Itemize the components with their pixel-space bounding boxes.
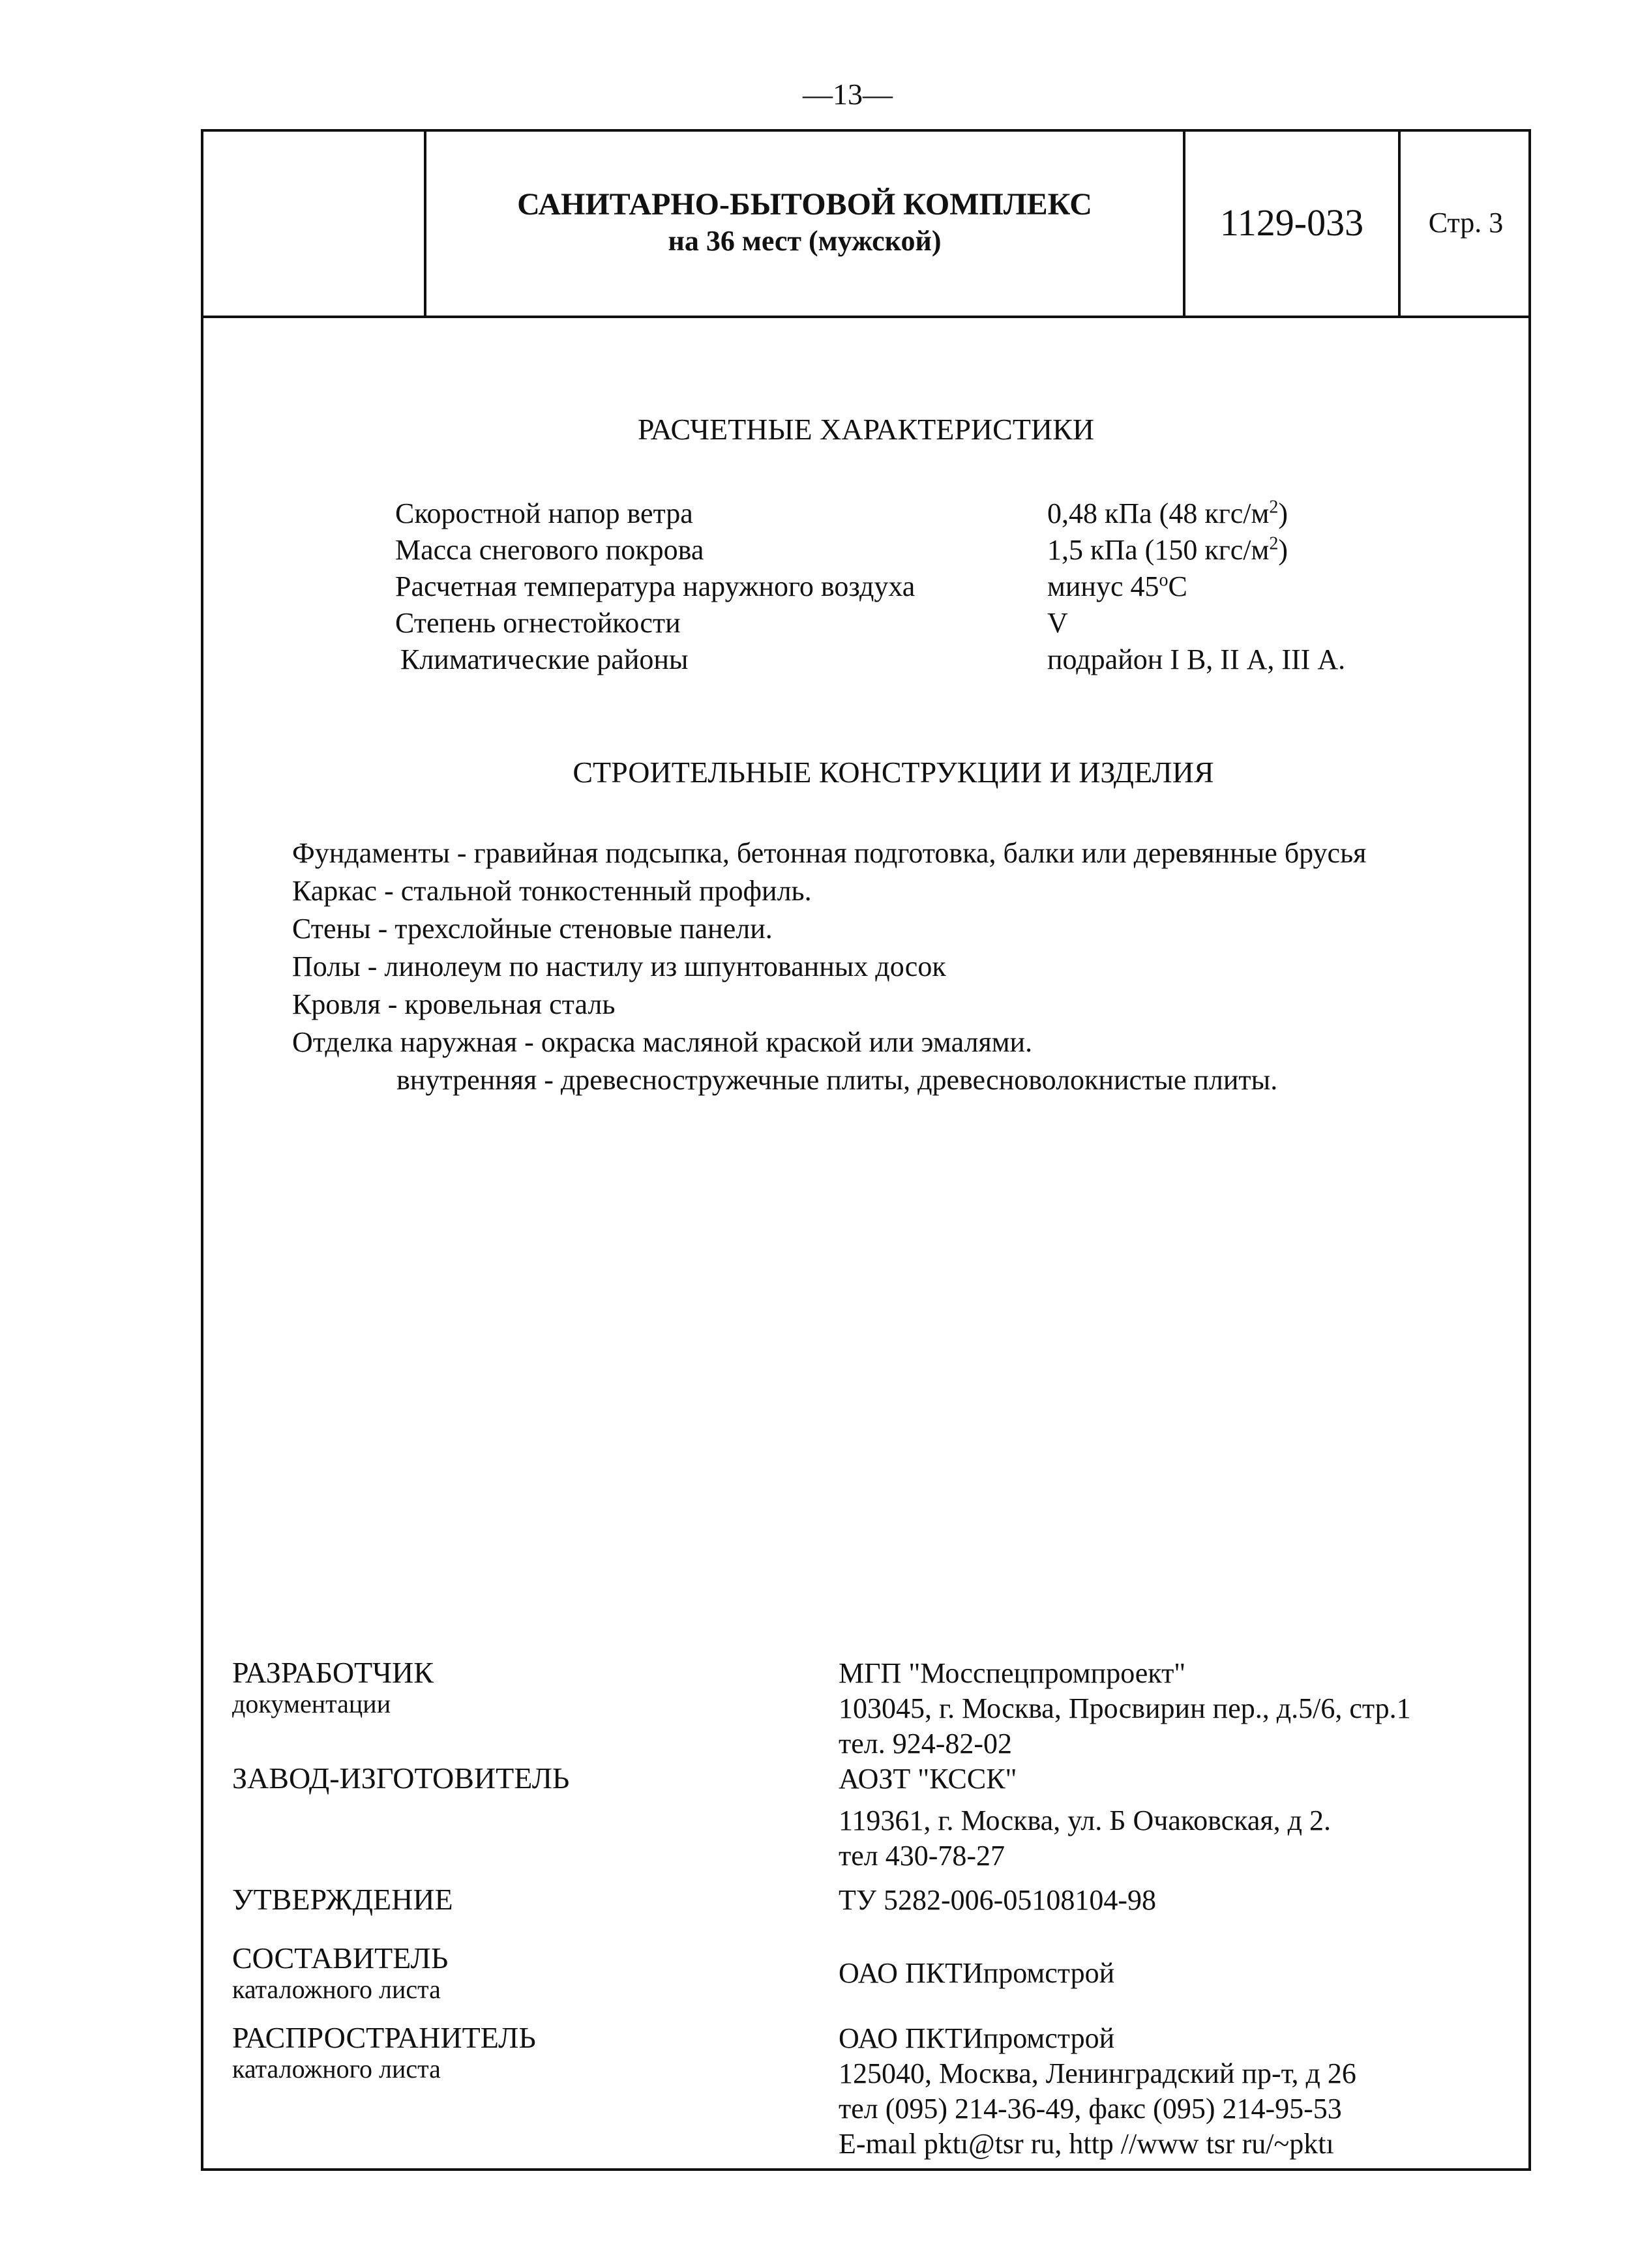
footer-value: 119361, г. Москва, ул. Б Очаковская, д 2. <box>839 1804 1331 1836</box>
title-block <box>201 129 1531 318</box>
construction-line: Отделка наружная - окраска масляной краской или эмалями. <box>292 1026 1033 1058</box>
construction-line: Кровля - кровельная сталь <box>292 988 616 1020</box>
calc-value: 1,5 кПа (150 кгс/$м^2$) <box>1047 533 1288 566</box>
doc-code-cell <box>1185 129 1401 316</box>
document-subtitle: на 36 мест (мужской) <box>668 225 942 257</box>
footer-label: РАЗРАБОТЧИК <box>232 1656 434 1689</box>
calc-label: Климатические районы <box>400 643 689 675</box>
footer-label: ЗАВОД-ИЗГОТОВИТЕЛЬ <box>232 1761 570 1795</box>
calc-value: 0,48 кПа (48 кгс/$м^2$) <box>1047 497 1288 529</box>
footer-value: МГП "Мосспецпромпроект" <box>839 1657 1186 1689</box>
footer-label: СОСТАВИТЕЛЬ <box>232 1941 449 1975</box>
footer-label: РАСПРОСТРАНИТЕЛЬ <box>232 2021 536 2054</box>
construction-line: Стены - трехслойные стеновые панели. <box>292 913 773 945</box>
page-label-cell <box>1401 129 1531 316</box>
footer-value: 125040, Москва, Ленинградский пр-т, д 26 <box>839 2057 1356 2089</box>
footer-value: ОАО ПКТИпромстрой <box>839 2022 1115 2054</box>
calc-table <box>395 495 1504 678</box>
calc-label: Скоростной напор ветра <box>395 497 693 529</box>
footer-value: АОЗТ "КССК" <box>839 1763 1017 1795</box>
calc-row <box>395 532 1504 568</box>
footer-value: тел (095) 214-36-49, факс (095) 214-95-53 <box>839 2093 1342 2125</box>
footer-value: E-maıl pktı@tsr ru, http //www tsr ru/~pktı <box>839 2128 1334 2160</box>
construction-line: Каркас - стальной тонкостенный профиль. <box>292 875 812 907</box>
document-title: САНИТАРНО-БЫТОВОЙ КОМПЛЕКС <box>517 187 1092 222</box>
calc-row <box>395 605 1504 641</box>
page-number: —13— <box>803 78 893 111</box>
page-label: Стр. 3 <box>1428 206 1504 239</box>
footer-sublabel: документации <box>232 1689 391 1718</box>
construction-section-title: СТРОИТЕЛЬНЫЕ КОНСТРУКЦИИ И ИЗДЕЛИЯ <box>573 756 1214 789</box>
calc-value: минус 45$^o$C <box>1047 570 1187 602</box>
footer-value: тел 430-78-27 <box>839 1840 1005 1872</box>
construction-line-indented: внутренняя - древесностружечные плиты, древесноволокнистые плиты. <box>396 1064 1278 1096</box>
construction-list <box>292 834 1366 1099</box>
calc-row <box>395 495 1504 532</box>
calc-value: V <box>1047 607 1068 639</box>
calc-section-title: РАСЧЕТНЫЕ ХАРАКТЕРИСТИКИ <box>637 413 1095 446</box>
calc-label: Масса снегового покрова <box>395 534 704 566</box>
footer-sublabel: каталожного листа <box>232 1975 441 2004</box>
footer-value: тел. 924-82-02 <box>839 1728 1013 1760</box>
footer-sublabel: каталожного листа <box>232 2054 441 2084</box>
calc-label: Расчетная температура наружного воздуха <box>395 570 916 602</box>
calc-label: Степень огнестойкости <box>395 607 681 639</box>
construction-line: Полы - линолеум по настилу из шпунтованных досок <box>292 950 946 982</box>
title-cell <box>426 129 1185 316</box>
footer-label: УТВЕРЖДЕНИЕ <box>232 1883 453 1916</box>
title-block-empty-cell <box>201 129 426 316</box>
calc-row <box>395 641 1504 678</box>
footer-value: ТУ 5282-006-05108104-98 <box>839 1884 1156 1916</box>
calc-row <box>395 568 1504 605</box>
calc-value: подрайон I В, II А, III А. <box>1047 643 1346 675</box>
footer-value: 103045, г. Москва, Просвирин пер., д.5/6, стр.1 <box>839 1692 1411 1724</box>
doc-code: 1129-033 <box>1219 201 1364 244</box>
construction-line: Фундаменты - гравийная подсыпка, бетонная подготовка, балки или деревянные брусья <box>292 837 1367 869</box>
footer-value: ОАО ПКТИпромстрой <box>839 1957 1115 1989</box>
